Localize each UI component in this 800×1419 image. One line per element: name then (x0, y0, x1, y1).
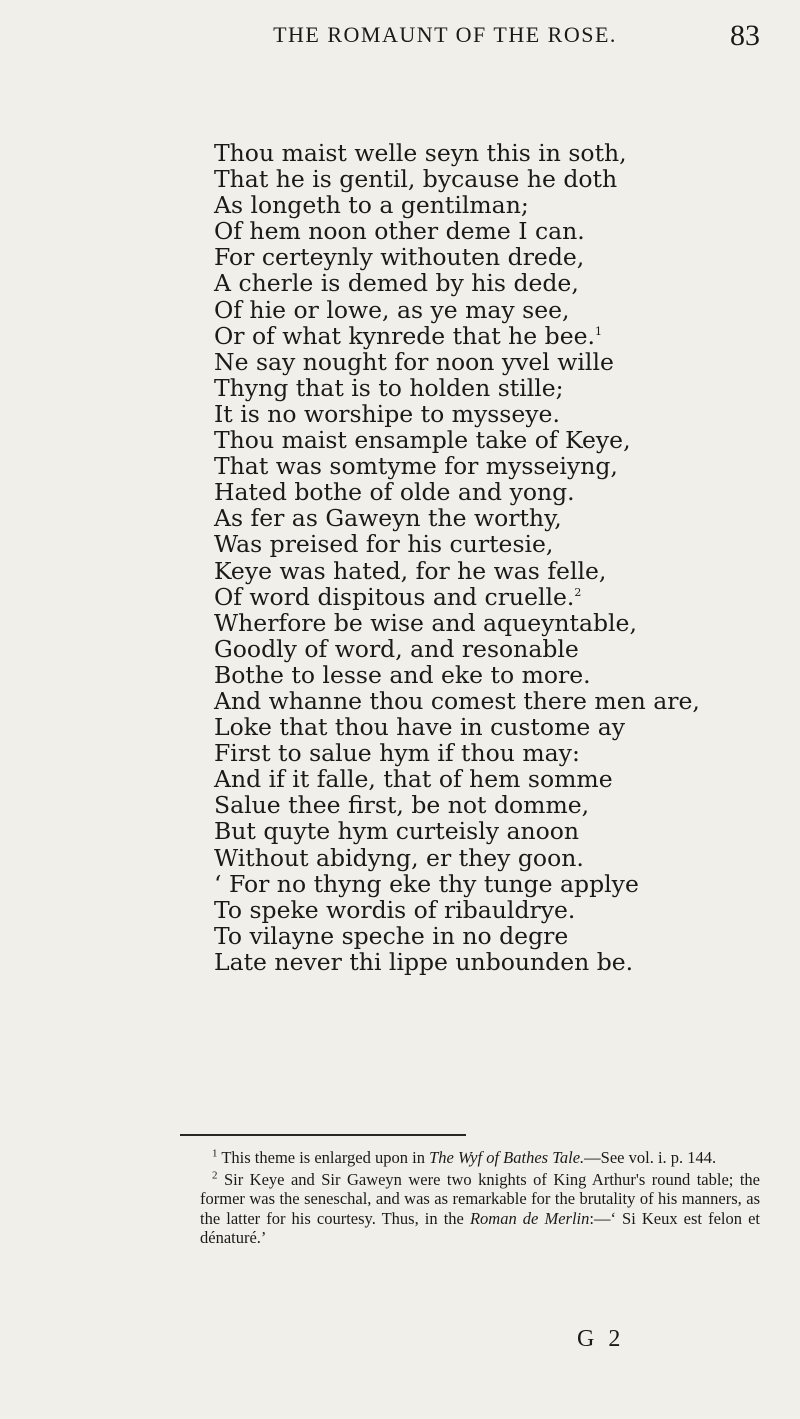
verse-line: Was preised for his curtesie, (214, 530, 554, 559)
footnote-mark: 1 (595, 324, 603, 338)
verse-line: Of hem noon other deme I can. (214, 217, 585, 246)
footnote-divider (180, 1134, 466, 1136)
verse-line: As longeth to a gentilman; (214, 191, 529, 220)
verse-line: To vilayne speche in no degre (214, 921, 569, 950)
verse-line: And if it falle, that of hem somme (214, 765, 613, 794)
verse-line: Late never thi lippe unbounden be. (214, 947, 634, 976)
verse-line: Of word dispitous and cruelle.$^2$ (214, 582, 582, 611)
work-title: Roman de Merlin (469, 1208, 590, 1228)
verse-line: Thou maist welle seyn this in soth, (214, 139, 627, 167)
verse-line: Ne say nought for noon yvel wille (214, 347, 614, 376)
verse-line: Of hie or lowe, as ye may see, (214, 295, 570, 324)
verse-line: As fer as Gaweyn the worthy, (214, 504, 562, 533)
page-number: 83 (730, 19, 760, 52)
footnote-number: 2 (212, 1169, 218, 1181)
verse-block (214, 140, 774, 975)
verse-line: Or of what kynrede that he bee.$^1$ (214, 321, 603, 350)
verse-line: Keye was hated, for he was felle, (214, 556, 607, 585)
verse-line: Hated bothe of olde and yong. (214, 478, 575, 507)
verse-line: And whanne thou comest there men are, (214, 686, 700, 715)
verse-line: Without abidyng, er they goon. (214, 843, 584, 872)
footnote-number: 1 (212, 1147, 218, 1160)
verse-line: But quyte hym curteisly anoon (214, 817, 580, 846)
footnotes (200, 1148, 760, 1250)
verse-line: It is no worshipe to mysseye. (214, 399, 560, 428)
verse-line: ‘ For no thyng eke thy tunge applye (214, 869, 639, 898)
verse-line: That was somtyme for mysseiyng, (214, 452, 618, 481)
verse-line: Bothe to lesse and eke to more. (214, 660, 591, 689)
verse-line: Thou maist ensample take of Keye, (214, 426, 631, 455)
verse-line: Wherfore be wise and aqueyntable, (214, 608, 637, 637)
verse-line: Goodly of word, and resonable (214, 634, 579, 663)
verse-line: A cherle is demed by his dede, (214, 269, 579, 298)
verse-line: Loke that thou have in custome ay (214, 713, 626, 742)
verse-line: First to salue hym if thou may: (214, 739, 580, 768)
work-title: The Wyf of Bathes Tale. (429, 1148, 585, 1167)
footnote-2: $^2$ Sir Keye and Sir Gaweyn were two knights of King Arthur's round table; the former was the seneschal, and was as remarkable for the brutality of his manners, as the latter for his courtesy. Thus, in the Roman de Merlin:—‘ Si Keux est felon et dénaturé.’ (200, 1169, 760, 1247)
verse-line: Salue thee first, be not domme, (214, 791, 590, 820)
footnote-1: $^1$ This theme is enlarged upon in The Wyf of Bathes Tale.—See vol. i. p. 144. (212, 1147, 717, 1167)
verse-line: To speke wordis of ribauldrye. (214, 895, 576, 924)
page-header (150, 19, 760, 62)
signature-mark: G 2 (577, 1326, 625, 1352)
running-title: THE ROMAUNT OF THE ROSE. (273, 22, 617, 47)
footnote-mark: 2 (574, 585, 582, 599)
verse-line: Thyng that is to holden stille; (214, 373, 564, 402)
verse-line: For certeynly withouten drede, (214, 243, 585, 272)
verse-line: That he is gentil, bycause he doth (214, 165, 618, 194)
